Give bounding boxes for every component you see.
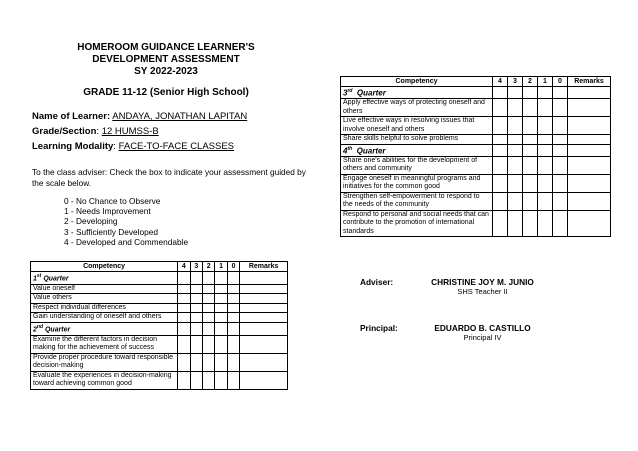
- rating-cell[interactable]: [553, 174, 568, 192]
- competency-text: Value oneself: [31, 284, 178, 294]
- rating-cell[interactable]: [202, 353, 214, 371]
- col-4: 4: [493, 77, 508, 87]
- quarter-label: 1st Quarter: [31, 272, 178, 285]
- rating-cell[interactable]: [190, 272, 202, 285]
- remarks-cell[interactable]: [240, 284, 288, 294]
- competency-text: Strengthen self-empowerment to respond to the needs of the community: [341, 192, 493, 210]
- scale-item: 4 - Developed and Commendable: [64, 236, 189, 247]
- learner-name-value: ANDAYA, JONATHAN LAPITAN: [112, 111, 248, 122]
- remarks-cell[interactable]: [568, 99, 611, 117]
- rating-cell[interactable]: [215, 371, 227, 389]
- rating-cell[interactable]: [227, 303, 239, 313]
- rating-cell[interactable]: [508, 117, 523, 135]
- rating-cell[interactable]: [202, 322, 214, 335]
- rating-cell[interactable]: [508, 174, 523, 192]
- rating-cell[interactable]: [493, 210, 508, 237]
- rating-cell[interactable]: [538, 144, 553, 156]
- principal-role: Principal:: [360, 323, 398, 333]
- col-2: 2: [202, 262, 214, 272]
- rating-cell[interactable]: [202, 371, 214, 389]
- rating-cell[interactable]: [508, 210, 523, 237]
- rating-cell[interactable]: [508, 192, 523, 210]
- remarks-cell[interactable]: [568, 135, 611, 145]
- competency-text: Evaluate the experiences in decision-making toward achieving common good: [31, 371, 178, 389]
- competency-text: Value others: [31, 294, 178, 304]
- scale-item: 0 - No Chance to Observe: [64, 196, 161, 206]
- rating-cell[interactable]: [523, 99, 538, 117]
- rating-cell[interactable]: [508, 144, 523, 156]
- table-row: [31, 353, 288, 371]
- rating-cell[interactable]: [553, 135, 568, 145]
- table-row: [341, 174, 611, 192]
- rating-cell[interactable]: [202, 335, 214, 353]
- remarks-cell[interactable]: [240, 371, 288, 389]
- rating-cell[interactable]: [215, 353, 227, 371]
- rating-cell[interactable]: [178, 322, 190, 335]
- remarks-cell[interactable]: [240, 272, 288, 285]
- modality-row: Learning Modality: FACE-TO-FACE CLASSES: [32, 141, 235, 152]
- rating-cell[interactable]: [190, 313, 202, 323]
- rating-cell[interactable]: [178, 284, 190, 294]
- rating-cell[interactable]: [538, 135, 553, 145]
- rating-cell[interactable]: [227, 272, 239, 285]
- competency-table-left: [30, 261, 288, 390]
- principal-name: EDUARDO B. CASTILLO: [434, 323, 531, 333]
- rating-cell[interactable]: [178, 371, 190, 389]
- adviser-signature: [405, 277, 560, 296]
- rating-cell[interactable]: [190, 284, 202, 294]
- competency-text: Gain understanding of oneself and others: [31, 313, 178, 323]
- rating-cell[interactable]: [178, 294, 190, 304]
- remarks-cell[interactable]: [568, 210, 611, 237]
- rating-scale: [64, 196, 188, 247]
- rating-cell[interactable]: [523, 192, 538, 210]
- col-competency: Competency: [31, 262, 178, 272]
- remarks-cell[interactable]: [568, 117, 611, 135]
- rating-cell[interactable]: [227, 371, 239, 389]
- rating-cell[interactable]: [190, 303, 202, 313]
- rating-cell[interactable]: [538, 174, 553, 192]
- adviser-role: Adviser:: [360, 277, 394, 287]
- rating-cell[interactable]: [553, 117, 568, 135]
- quarter-label: 2nd Quarter: [31, 322, 178, 335]
- rating-cell[interactable]: [227, 294, 239, 304]
- rating-cell[interactable]: [190, 335, 202, 353]
- rating-cell[interactable]: [178, 313, 190, 323]
- rating-cell[interactable]: [538, 117, 553, 135]
- table-row: [31, 294, 288, 304]
- title-line-2: DEVELOPMENT ASSESSMENT: [92, 54, 240, 65]
- table-row: [31, 303, 288, 313]
- rating-cell[interactable]: [178, 335, 190, 353]
- section-value: 12 HUMSS-B: [101, 126, 159, 137]
- rating-cell[interactable]: [190, 322, 202, 335]
- remarks-cell[interactable]: [568, 144, 611, 156]
- table-row: [31, 371, 288, 389]
- rating-cell[interactable]: [493, 87, 508, 99]
- remarks-cell[interactable]: [240, 335, 288, 353]
- modality-label: Learning Modality: [32, 141, 114, 152]
- rating-cell[interactable]: [553, 87, 568, 99]
- competency-text: Share one's abilities for the development of others and community: [341, 156, 493, 174]
- rating-cell[interactable]: [508, 99, 523, 117]
- rating-cell[interactable]: [508, 156, 523, 174]
- col-4: 4: [178, 262, 190, 272]
- grade-level: GRADE 11-12 (Senior High School): [83, 87, 249, 98]
- rating-cell[interactable]: [493, 135, 508, 145]
- rating-cell[interactable]: [538, 192, 553, 210]
- rating-cell[interactable]: [538, 87, 553, 99]
- rating-cell[interactable]: [190, 371, 202, 389]
- remarks-cell[interactable]: [568, 156, 611, 174]
- rating-cell[interactable]: [523, 117, 538, 135]
- quarter-row: [341, 144, 611, 156]
- rating-cell[interactable]: [523, 135, 538, 145]
- competency-text: Provide proper procedure toward responsible decision-making: [31, 353, 178, 371]
- title-line-3: SY 2022-2023: [134, 66, 198, 77]
- scale-item: 2 - Developing: [64, 216, 118, 227]
- rating-cell[interactable]: [523, 210, 538, 237]
- remarks-cell[interactable]: [568, 192, 611, 210]
- col-0: 0: [227, 262, 239, 272]
- rating-cell[interactable]: [202, 272, 214, 285]
- rating-cell[interactable]: [178, 272, 190, 285]
- quarter-label: 3rd Quarter: [341, 87, 493, 99]
- table-row: [341, 192, 611, 210]
- rating-cell[interactable]: [508, 87, 523, 99]
- remarks-cell[interactable]: [240, 303, 288, 313]
- table-row: [31, 313, 288, 323]
- col-competency: Competency: [341, 77, 493, 87]
- principal-signature: [405, 323, 560, 342]
- rating-cell[interactable]: [215, 284, 227, 294]
- col-3: 3: [190, 262, 202, 272]
- rating-cell[interactable]: [538, 156, 553, 174]
- section-row: Grade/Section: 12 HUMSS-B: [32, 126, 159, 137]
- rating-cell[interactable]: [190, 294, 202, 304]
- learner-name-label: Name of Learner:: [32, 111, 111, 122]
- competency-text: Examine the different factors in decision making for the achievement of success: [31, 335, 178, 353]
- competency-text: Respond to personal and social needs that can contribute to the promotion of international standards: [341, 210, 493, 237]
- rating-cell[interactable]: [215, 313, 227, 323]
- instructions: To the class adviser: Check the box to indicate your assessment guided by the scale below.: [32, 167, 306, 188]
- remarks-cell[interactable]: [240, 313, 288, 323]
- remarks-cell[interactable]: [568, 174, 611, 192]
- col-1: 1: [215, 262, 227, 272]
- table-header-row: [31, 262, 288, 272]
- rating-cell[interactable]: [538, 99, 553, 117]
- table-row: [31, 335, 288, 353]
- rating-cell[interactable]: [508, 135, 523, 145]
- rating-cell[interactable]: [227, 313, 239, 323]
- rating-cell[interactable]: [553, 144, 568, 156]
- learner-name-row: [32, 111, 247, 122]
- rating-cell[interactable]: [493, 144, 508, 156]
- rating-cell[interactable]: [190, 353, 202, 371]
- table-row: [341, 156, 611, 174]
- rating-cell[interactable]: [553, 192, 568, 210]
- remarks-cell[interactable]: [240, 353, 288, 371]
- col-3: 3: [508, 77, 523, 87]
- rating-cell[interactable]: [215, 335, 227, 353]
- rating-cell[interactable]: [227, 284, 239, 294]
- col-remarks: Remarks: [240, 262, 288, 272]
- competency-table-right: [340, 76, 611, 237]
- col-0: 0: [553, 77, 568, 87]
- table-row: [31, 284, 288, 294]
- col-2: 2: [523, 77, 538, 87]
- adviser-name: CHRISTINE JOY M. JUNIO: [431, 277, 534, 287]
- competency-text: Respect individual differences: [31, 303, 178, 313]
- section-label: Grade/Section: [32, 126, 97, 137]
- quarter-row: [31, 272, 288, 285]
- rating-cell[interactable]: [227, 353, 239, 371]
- remarks-cell[interactable]: [568, 87, 611, 99]
- form-title: [30, 42, 302, 78]
- competency-text: Engage oneself in meaningful programs and initiatives for the common good: [341, 174, 493, 192]
- competency-text: Share skills helpful to solve problems: [341, 135, 493, 145]
- scale-item: 1 - Needs Improvement: [64, 206, 151, 217]
- rating-cell[interactable]: [215, 272, 227, 285]
- scale-item: 3 - Sufficiently Developed: [64, 226, 158, 237]
- table-header-row: [341, 77, 611, 87]
- competency-text: Live effective ways in resolving issues that involve oneself and others: [341, 117, 493, 135]
- rating-cell[interactable]: [215, 303, 227, 313]
- rating-cell[interactable]: [523, 87, 538, 99]
- rating-cell[interactable]: [178, 303, 190, 313]
- rating-cell[interactable]: [538, 210, 553, 237]
- modality-value: FACE-TO-FACE CLASSES: [118, 141, 235, 152]
- rating-cell[interactable]: [493, 192, 508, 210]
- rating-cell[interactable]: [227, 322, 239, 335]
- rating-cell[interactable]: [553, 210, 568, 237]
- quarter-row: [341, 87, 611, 99]
- rating-cell[interactable]: [493, 99, 508, 117]
- rating-cell[interactable]: [493, 156, 508, 174]
- rating-cell[interactable]: [215, 322, 227, 335]
- table-row: [341, 99, 611, 117]
- rating-cell[interactable]: [202, 294, 214, 304]
- quarter-row: [31, 322, 288, 335]
- rating-cell[interactable]: [523, 174, 538, 192]
- col-remarks: Remarks: [568, 77, 611, 87]
- rating-cell[interactable]: [553, 156, 568, 174]
- remarks-cell[interactable]: [240, 322, 288, 335]
- rating-cell[interactable]: [202, 303, 214, 313]
- rating-cell[interactable]: [493, 117, 508, 135]
- quarter-label: 4th Quarter: [341, 144, 493, 156]
- adviser-position: SHS Teacher II: [457, 287, 508, 296]
- table-row: [341, 135, 611, 145]
- rating-cell[interactable]: [553, 99, 568, 117]
- principal-position: Principal IV: [463, 333, 502, 342]
- table-row: [341, 210, 611, 237]
- competency-text: Apply effective ways of protecting oneself and others: [341, 99, 493, 117]
- rating-cell[interactable]: [202, 313, 214, 323]
- col-1: 1: [538, 77, 553, 87]
- rating-cell[interactable]: [178, 353, 190, 371]
- rating-cell[interactable]: [523, 144, 538, 156]
- rating-cell[interactable]: [202, 284, 214, 294]
- remarks-cell[interactable]: [240, 294, 288, 304]
- rating-cell[interactable]: [523, 156, 538, 174]
- title-line-1: HOMEROOM GUIDANCE LEARNER'S: [77, 42, 255, 53]
- table-row: [341, 117, 611, 135]
- rating-cell[interactable]: [215, 294, 227, 304]
- rating-cell[interactable]: [227, 335, 239, 353]
- rating-cell[interactable]: [493, 174, 508, 192]
